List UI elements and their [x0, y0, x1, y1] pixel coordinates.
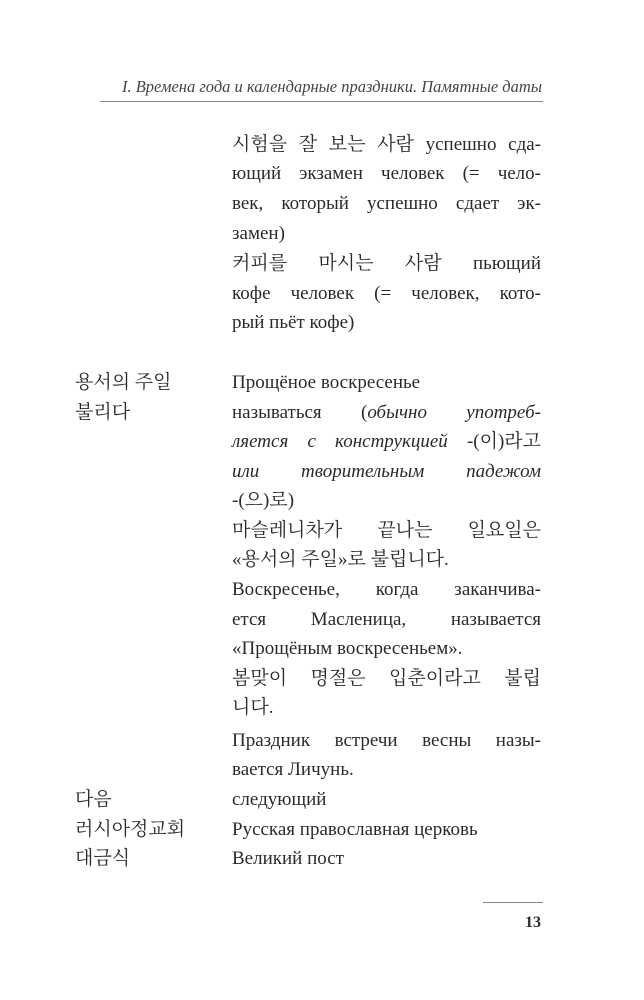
example-line: 니다.	[232, 697, 274, 718]
running-header: I. Времена года и календарные праздники. Памятные даты	[121, 77, 542, 96]
definition-text: называться (	[232, 402, 368, 423]
definition-line: следующий	[232, 789, 327, 810]
translation-line: ется Масленица, называется	[232, 609, 541, 630]
definition-line: Прощёное воскресенье	[232, 372, 421, 393]
example-line: 마슬레니차가 끝나는 일요일은	[232, 520, 541, 541]
italic-note: или творительным падежом	[232, 461, 541, 482]
definition-line: 시험을 잘 보는 사람 успешно сда-	[232, 134, 541, 155]
term: 러시아정교회	[75, 819, 186, 840]
header-rule	[100, 101, 543, 102]
definition-line: Великий пост	[232, 848, 344, 869]
definition-text: -(이)라고	[447, 431, 542, 452]
translation-line: Воскресенье, когда заканчива-	[232, 579, 541, 600]
definition-line: рый пьёт кофе)	[232, 312, 355, 333]
example-line: 봄맞이 명절은 입춘이라고 불립	[232, 668, 541, 689]
term: 용서의 주일	[75, 372, 172, 393]
translation-line: «Прощёным воскресеньем».	[232, 638, 463, 659]
definition-line: ющий экзамен человек (= чело-	[232, 163, 541, 184]
definition-line: замен)	[232, 223, 285, 244]
definition-line: -(으)로)	[232, 490, 295, 511]
definition-line: 커피를 마시는 사람 пьющий	[232, 253, 541, 274]
italic-note: ляется с конструкцией	[232, 431, 448, 452]
italic-note: обычно употреб-	[367, 402, 541, 423]
definition-line	[232, 427, 541, 456]
page-number: 13	[525, 914, 541, 931]
definition-line	[232, 398, 541, 427]
translation-line: Праздник встречи весны назы-	[232, 730, 541, 751]
translation-line: вается Личунь.	[232, 759, 354, 780]
footer-rule	[483, 902, 543, 903]
term: 불리다	[75, 402, 131, 423]
definition-line: Русская православная церковь	[232, 819, 478, 840]
example-line: «용서의 주일»로 불립니다.	[232, 549, 449, 570]
term: 대금식	[75, 848, 131, 869]
definition-line: кофе человек (= человек, кото-	[232, 283, 541, 304]
term: 다음	[75, 789, 112, 810]
definition-line: век, который успешно сдает эк-	[232, 193, 541, 214]
